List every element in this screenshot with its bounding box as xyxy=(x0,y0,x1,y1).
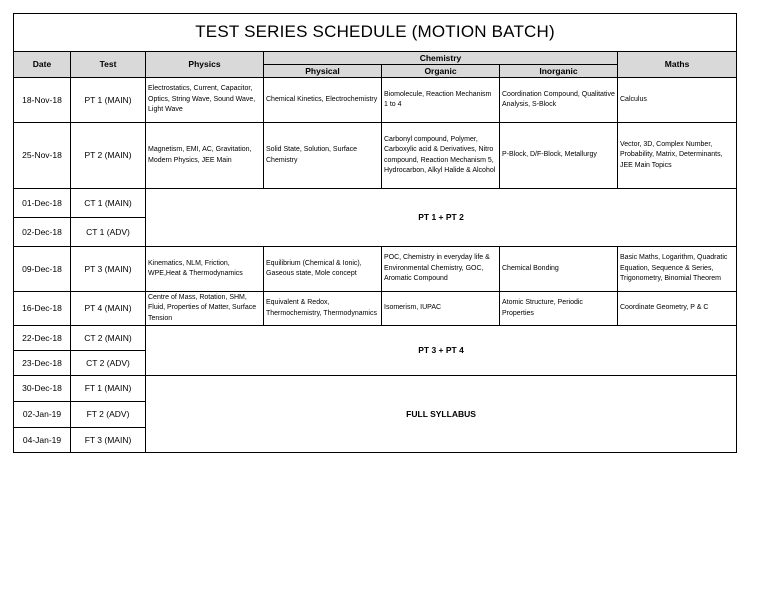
header-organic: Organic xyxy=(382,65,500,78)
maths-cell: Coordinate Geometry, P & C xyxy=(618,292,737,326)
header-physical: Physical xyxy=(264,65,382,78)
date-cell: 18-Nov-18 xyxy=(14,78,71,123)
inorganic-cell: Coordination Compound, Qualitative Analysis, S-Block xyxy=(500,78,618,123)
date-cell: 22-Dec-18 xyxy=(14,326,71,351)
maths-cell: Vector, 3D, Complex Number, Probability, Matrix, Determinants, JEE Main Topics xyxy=(618,123,737,189)
physics-cell: Magnetism, EMI, AC, Gravitation, Modern Physics, JEE Main xyxy=(146,123,264,189)
inorganic-cell: Chemical Bonding xyxy=(500,247,618,292)
physics-cell: Kinematics, NLM, Friction, WPE,Heat & Thermodynamics xyxy=(146,247,264,292)
test-cell: PT 4 (MAIN) xyxy=(71,292,146,326)
table-row xyxy=(14,292,737,326)
table-row xyxy=(14,78,737,123)
date-cell: 09-Dec-18 xyxy=(14,247,71,292)
organic-cell: Isomerism, IUPAC xyxy=(382,292,500,326)
date-cell: 02-Jan-19 xyxy=(14,402,71,428)
merged-syllabus-pt12: PT 1 + PT 2 xyxy=(146,189,737,247)
test-cell: PT 3 (MAIN) xyxy=(71,247,146,292)
maths-cell: Basic Maths, Logarithm, Quadratic Equation, Sequence & Series, Trigonometry, Binomial Theorem xyxy=(618,247,737,292)
table-row xyxy=(14,247,737,292)
organic-cell: Carbonyl compound, Polymer, Carboxylic acid & Derivatives, Nitro compound, Reaction Mechanism 5, Hydrocarbon, Alkyl Halide & Alcohol xyxy=(382,123,500,189)
date-cell: 25-Nov-18 xyxy=(14,123,71,189)
inorganic-cell: Atomic Structure, Periodic Properties xyxy=(500,292,618,326)
test-cell: FT 2 (ADV) xyxy=(71,402,146,428)
test-cell: FT 3 (MAIN) xyxy=(71,428,146,453)
organic-cell: POC, Chemistry in everyday life & Environmental Chemistry, GOC, Aromatic Compound xyxy=(382,247,500,292)
test-cell: CT 1 (MAIN) xyxy=(71,189,146,218)
physical-cell: Solid State, Solution, Surface Chemistry xyxy=(264,123,382,189)
table-row xyxy=(14,123,737,189)
test-cell: PT 1 (MAIN) xyxy=(71,78,146,123)
page-title: TEST SERIES SCHEDULE (MOTION BATCH) xyxy=(14,14,737,52)
header-date: Date xyxy=(14,52,71,78)
test-cell: FT 1 (MAIN) xyxy=(71,376,146,402)
date-cell: 16-Dec-18 xyxy=(14,292,71,326)
header-inorganic: Inorganic xyxy=(500,65,618,78)
physics-cell: Centre of Mass, Rotation, SHM, Fluid, Properties of Matter, Surface Tension xyxy=(146,292,264,326)
header-chemistry: Chemistry xyxy=(264,52,618,65)
header-physics: Physics xyxy=(146,52,264,78)
date-cell: 23-Dec-18 xyxy=(14,351,71,376)
header-maths: Maths xyxy=(618,52,737,78)
table-row xyxy=(14,189,737,218)
header-test: Test xyxy=(71,52,146,78)
physics-cell: Electrostatics, Current, Capacitor, Optics, String Wave, Sound Wave, Light Wave xyxy=(146,78,264,123)
physical-cell: Equilibrium (Chemical & Ionic), Gaseous state, Mole concept xyxy=(264,247,382,292)
test-cell: PT 2 (MAIN) xyxy=(71,123,146,189)
table-row xyxy=(14,376,737,402)
organic-cell: Biomolecule, Reaction Mechanism 1 to 4 xyxy=(382,78,500,123)
physical-cell: Chemical Kinetics, Electrochemistry xyxy=(264,78,382,123)
test-cell: CT 1 (ADV) xyxy=(71,218,146,247)
test-cell: CT 2 (MAIN) xyxy=(71,326,146,351)
merged-syllabus-pt34: PT 3 + PT 4 xyxy=(146,326,737,376)
maths-cell: Calculus xyxy=(618,78,737,123)
date-cell: 30-Dec-18 xyxy=(14,376,71,402)
inorganic-cell: P-Block, D/F-Block, Metallurgy xyxy=(500,123,618,189)
physical-cell: Equivalent & Redox, Thermochemistry, Thermodynamics xyxy=(264,292,382,326)
date-cell: 02-Dec-18 xyxy=(14,218,71,247)
test-cell: CT 2 (ADV) xyxy=(71,351,146,376)
table-row xyxy=(14,326,737,351)
date-cell: 01-Dec-18 xyxy=(14,189,71,218)
date-cell: 04-Jan-19 xyxy=(14,428,71,453)
merged-syllabus-full: FULL SYLLABUS xyxy=(146,376,737,453)
schedule-table xyxy=(13,13,737,453)
